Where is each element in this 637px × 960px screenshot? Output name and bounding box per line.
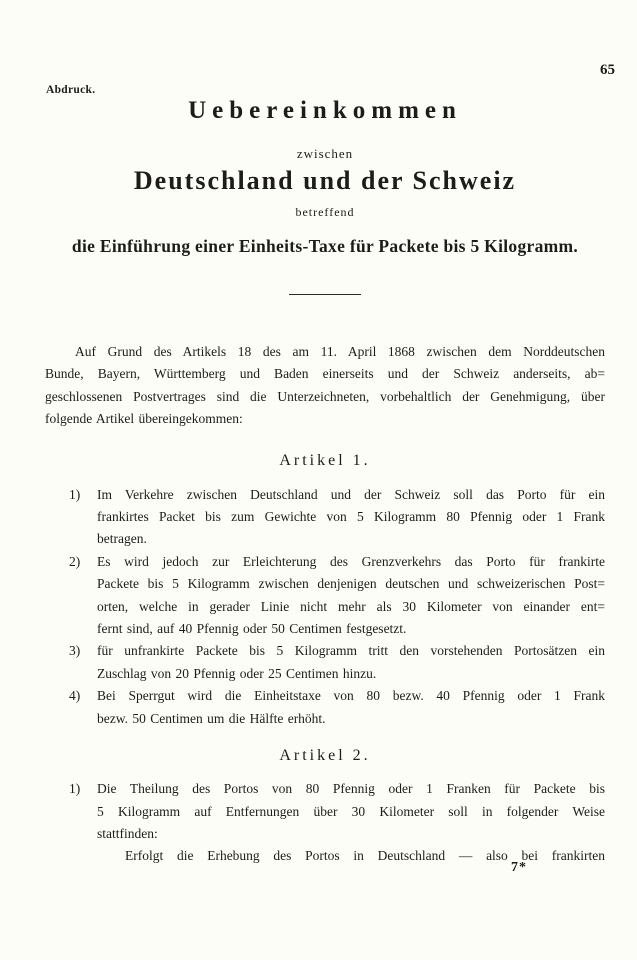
item-marker: 3) — [69, 643, 81, 659]
text-line: geschlossenen Postvertrages sind die Unterzeichneten, vorbehaltlich der Genehmigung, über — [45, 388, 605, 404]
preamble-paragraph — [45, 341, 605, 431]
item-text — [97, 551, 605, 641]
text-line: Bei Sperrgut wird die Einheitstaxe von 80 bezw. 40 Pfennig oder 1 Frank — [97, 688, 605, 704]
signature-mark: 7* — [511, 860, 527, 875]
document-content — [45, 0, 605, 868]
article-1-item-2 — [45, 551, 605, 641]
article-1-item-1 — [45, 484, 605, 551]
text-line: Es wird jedoch zur Erleichterung des Grenzverkehrs das Porto für frankirte — [97, 553, 605, 569]
article-2-item-1 — [45, 778, 605, 845]
title-main: Uebereinkommen — [188, 97, 462, 124]
item-marker: 1) — [69, 781, 81, 797]
item-text — [97, 778, 605, 845]
text-line: Auf Grund des Artikels 18 des am 11. April 1868 zwischen dem Norddeutschen — [75, 344, 605, 359]
title-parties: Deutschland und der Schweiz — [133, 166, 517, 195]
text-line: Packete bis 5 Kilogramm zwischen denjenigen deutschen und schweizerischen Post= — [97, 576, 605, 592]
item-text — [97, 685, 605, 730]
item-text — [97, 640, 605, 685]
item-marker: 4) — [69, 688, 81, 704]
item-text — [97, 484, 605, 551]
item-marker: 1) — [69, 486, 81, 502]
text-line: für unfrankirte Packete bis 5 Kilogramm tritt den vorstehenden Portosätzen ein — [97, 643, 605, 659]
section-divider — [289, 294, 361, 295]
print-note: Abdruck. — [46, 84, 96, 96]
item-marker: 2) — [69, 553, 81, 569]
text-line: Im Verkehre zwischen Deutschland und der Schweiz soll das Porto für ein — [97, 486, 605, 502]
text-line: Bunde, Bayern, Württemberg und Baden einerseits und der Schweiz anderseits, ab= — [45, 366, 605, 382]
title-between: zwischen — [296, 146, 354, 161]
text-line: fernt sind, auf 40 Pfennig oder 50 Centimen festgesetzt. — [97, 621, 407, 637]
text-line: betragen. — [97, 531, 147, 547]
article-1-list — [45, 484, 605, 730]
article-1-item-3 — [45, 640, 605, 685]
text-line: bezw. 50 Centimen um die Hälfte erhöht. — [97, 710, 326, 726]
title-concerning: betreffend — [295, 205, 355, 219]
text-line: 5 Kilogramm auf Entfernungen über 30 Kilometer soll in folgender Weise — [97, 803, 605, 819]
article-2-list — [45, 778, 605, 845]
article-1-item-4 — [45, 685, 605, 730]
article-2-heading: Artikel 2. — [279, 747, 371, 765]
text-line: Die Theilung des Portos von 80 Pfennig oder 1 Franken für Packete bis — [97, 781, 605, 797]
text-line: Zuschlag von 20 Pfennig oder 25 Centimen hinzu. — [97, 665, 377, 681]
page-number: 65 — [600, 62, 615, 78]
text-line: stattfinden: — [97, 825, 158, 841]
text-line: folgende Artikel übereingekommen: — [45, 411, 243, 427]
article-2-continuation: Erfolgt die Erhebung des Portos in Deutschland — also bei frankirten — [125, 848, 605, 864]
title-subject: die Einführung einer Einheits-Taxe für Packete bis 5 Kilogramm. — [71, 236, 579, 256]
text-line: frankirtes Packet bis zum Gewichte von 5 Kilogramm 80 Pfennig oder 1 Frank — [97, 509, 605, 525]
article-1-heading: Artikel 1. — [279, 451, 371, 469]
text-line: orten, welche in gerader Linie nicht mehr als 30 Kilometer von einander ent= — [97, 598, 605, 614]
